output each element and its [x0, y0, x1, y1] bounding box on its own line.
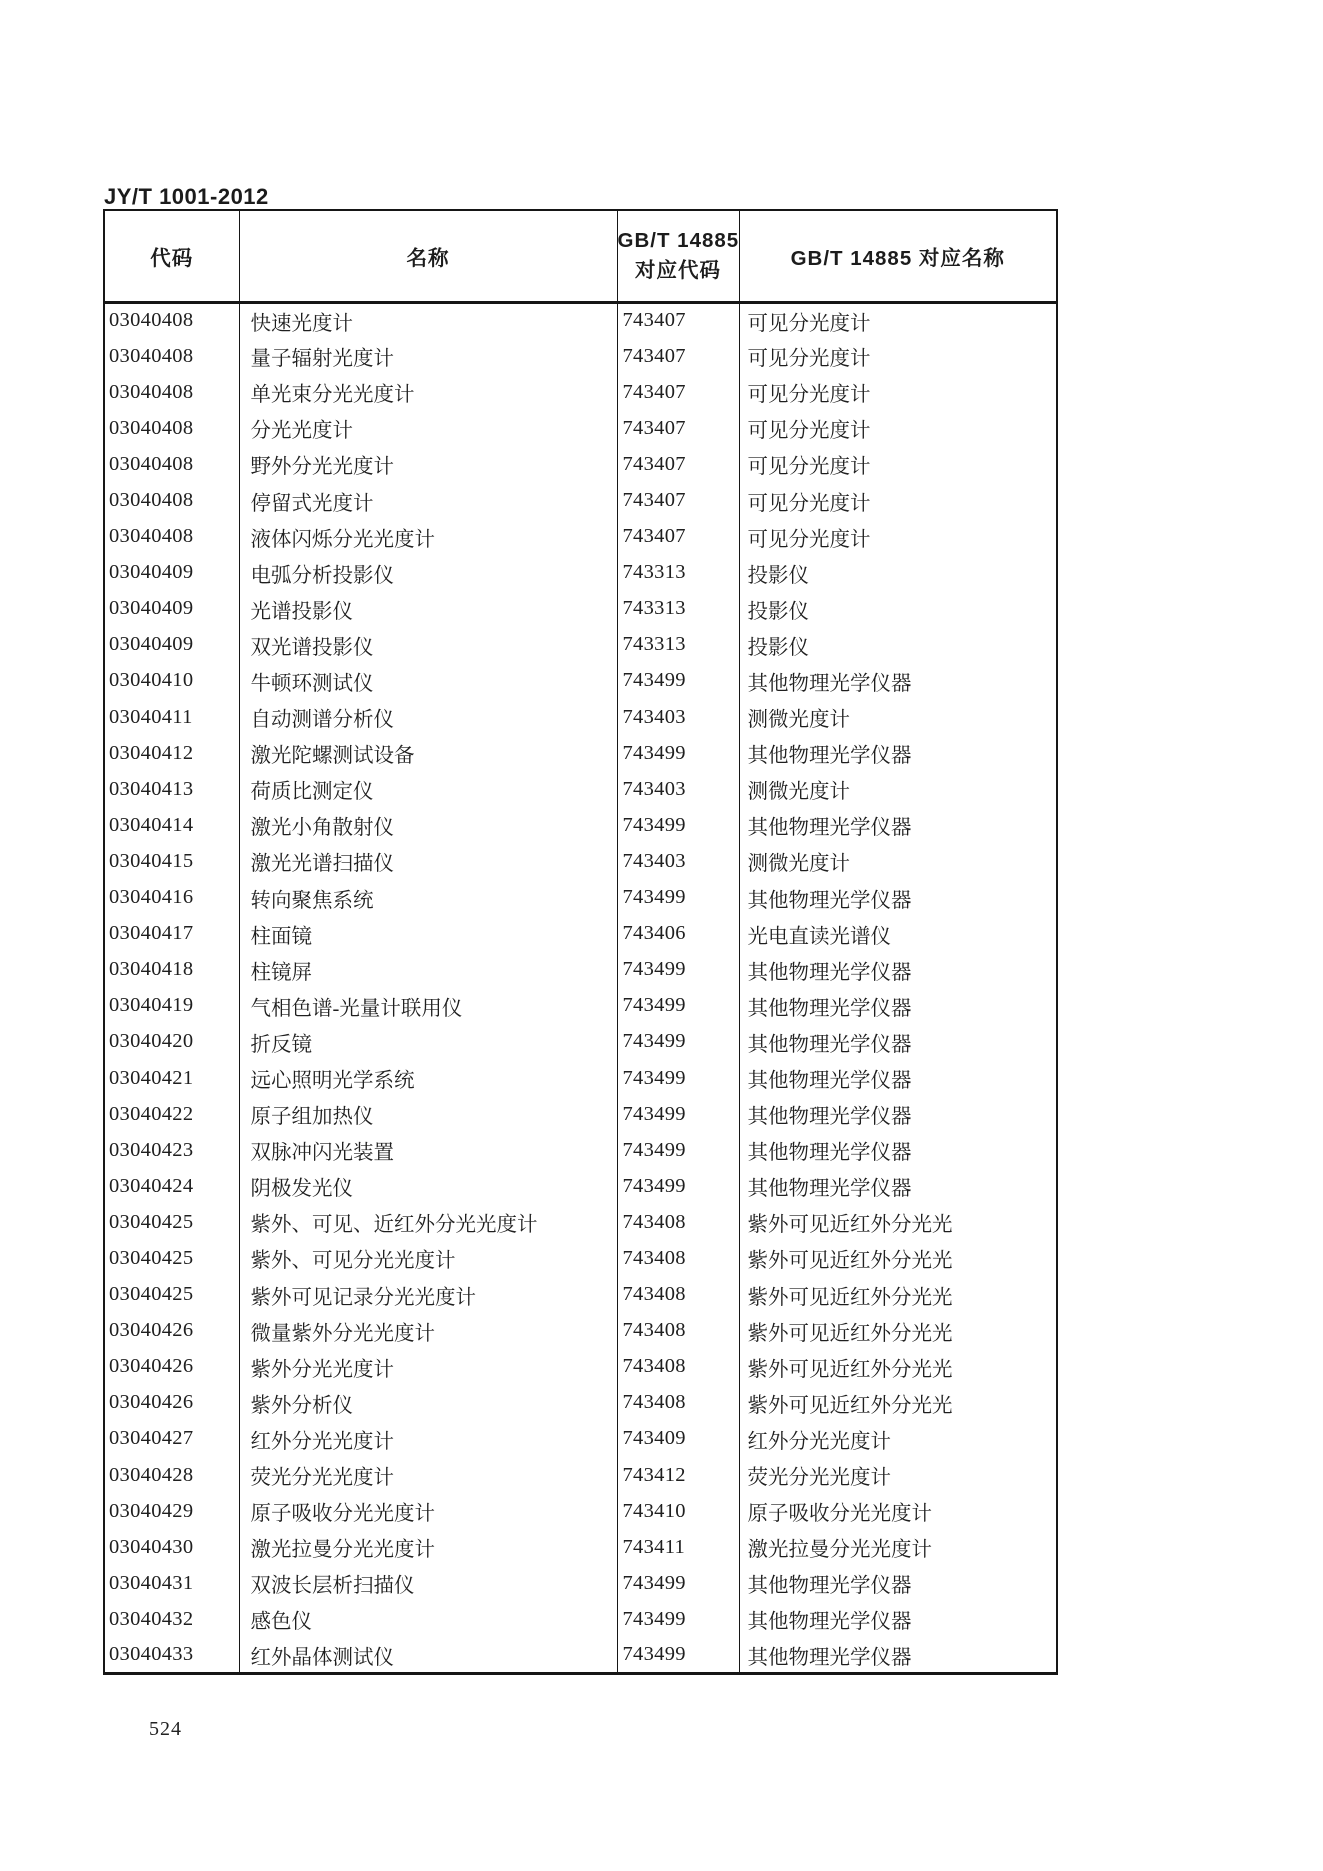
cell-gbt-name: 投影仪 [739, 555, 1057, 591]
cell-gbt-name: 其他物理光学仪器 [739, 1096, 1057, 1132]
cell-name: 液体闪烁分光光度计 [239, 519, 617, 555]
cell-code: 03040408 [109, 309, 194, 332]
cell-name: 紫外分光光度计 [239, 1349, 617, 1385]
cell-gbt-name: 其他物理光学仪器 [739, 1060, 1057, 1096]
cell-gbt-code: 743313 [617, 627, 739, 663]
cell-gbt-code: 743406 [617, 916, 739, 952]
cell-name: 红外分光光度计 [239, 1421, 617, 1457]
cell-gbt-code: 743407 [617, 302, 739, 338]
cell-gbt-code: 743499 [617, 735, 739, 771]
table-row [104, 1565, 1057, 1601]
table-row [104, 1529, 1057, 1565]
cell-code: 03040426 [109, 1391, 194, 1414]
cell-name: 野外分光光度计 [239, 446, 617, 482]
cell-gbt-code: 743408 [617, 1313, 739, 1349]
cell-gbt-name: 荧光分光光度计 [739, 1457, 1057, 1493]
cell-gbt-code: 743408 [617, 1385, 739, 1421]
cell-gbt-code: 743407 [617, 410, 739, 446]
table-row [104, 302, 1057, 338]
cell-gbt-code: 743499 [617, 988, 739, 1024]
table-row [104, 1168, 1057, 1204]
cell-gbt-code: 743499 [617, 952, 739, 988]
cell-code: 03040422 [109, 1102, 194, 1125]
cell-code: 03040408 [109, 380, 194, 403]
cell-gbt-code: 743499 [617, 663, 739, 699]
cell-gbt-name: 其他物理光学仪器 [739, 880, 1057, 916]
table-row [104, 1385, 1057, 1421]
cell-gbt-name: 其他物理光学仪器 [739, 735, 1057, 771]
cell-gbt-name: 紫外可见近红外分光光 [739, 1240, 1057, 1276]
cell-name: 柱镜屏 [239, 952, 617, 988]
cell-gbt-code: 743499 [617, 1637, 739, 1673]
cell-gbt-code: 743408 [617, 1277, 739, 1313]
cell-gbt-code: 743407 [617, 374, 739, 410]
table-row [104, 843, 1057, 879]
cell-gbt-name: 紫外可见近红外分光光 [739, 1385, 1057, 1421]
table-row [104, 1637, 1057, 1673]
cell-name: 紫外分析仪 [239, 1385, 617, 1421]
table-row [104, 374, 1057, 410]
cell-name: 激光光谱扫描仪 [239, 843, 617, 879]
cell-name: 激光小角散射仪 [239, 807, 617, 843]
cell-code: 03040409 [109, 633, 194, 656]
cell-name: 荷质比测定仪 [239, 771, 617, 807]
cell-name: 双波长层析扫描仪 [239, 1565, 617, 1601]
cell-gbt-name: 可见分光度计 [739, 410, 1057, 446]
cell-gbt-code: 743499 [617, 1060, 739, 1096]
cell-gbt-code: 743499 [617, 1024, 739, 1060]
cell-code: 03040419 [109, 994, 194, 1017]
table-row [104, 1277, 1057, 1313]
cell-gbt-code: 743313 [617, 555, 739, 591]
cell-code: 03040408 [109, 452, 194, 475]
cell-code: 03040410 [109, 669, 194, 692]
table-row [104, 988, 1057, 1024]
cell-gbt-name: 红外分光光度计 [739, 1421, 1057, 1457]
column-header-gbt-code [617, 210, 739, 302]
cell-name: 紫外、可见分光光度计 [239, 1240, 617, 1276]
table-row [104, 591, 1057, 627]
cell-gbt-name: 其他物理光学仪器 [739, 1132, 1057, 1168]
cell-name: 量子辐射光度计 [239, 338, 617, 374]
cell-code: 03040416 [109, 886, 194, 909]
cell-gbt-code: 743407 [617, 446, 739, 482]
cell-gbt-code: 743407 [617, 482, 739, 518]
cell-code: 03040423 [109, 1138, 194, 1161]
cell-name: 停留式光度计 [239, 482, 617, 518]
cell-name: 柱面镜 [239, 916, 617, 952]
cell-code: 03040408 [109, 344, 194, 367]
cell-name: 折反镜 [239, 1024, 617, 1060]
cell-code: 03040413 [109, 777, 194, 800]
table-row [104, 1060, 1057, 1096]
column-header-gbt-code-line1: GB/T 14885 [617, 228, 739, 252]
cell-gbt-code: 743407 [617, 519, 739, 555]
cell-gbt-code: 743412 [617, 1457, 739, 1493]
table-row [104, 627, 1057, 663]
cell-code: 03040408 [109, 525, 194, 548]
cell-name: 分光光度计 [239, 410, 617, 446]
cell-gbt-name: 其他物理光学仪器 [739, 1168, 1057, 1204]
cell-gbt-name: 紫外可见近红外分光光 [739, 1204, 1057, 1240]
cell-gbt-name: 紫外可见近红外分光光 [739, 1277, 1057, 1313]
cell-gbt-code: 743499 [617, 1132, 739, 1168]
cell-gbt-name: 测微光度计 [739, 771, 1057, 807]
cell-code: 03040417 [109, 922, 194, 945]
cell-code: 03040425 [109, 1210, 194, 1233]
cell-name: 荧光分光光度计 [239, 1457, 617, 1493]
cell-gbt-name: 可见分光度计 [739, 446, 1057, 482]
table-row [104, 519, 1057, 555]
table-row [104, 735, 1057, 771]
table-body [104, 302, 1057, 1674]
cell-gbt-name: 可见分光度计 [739, 302, 1057, 338]
cell-gbt-name: 其他物理光学仪器 [739, 1637, 1057, 1673]
cell-gbt-name: 其他物理光学仪器 [739, 1024, 1057, 1060]
cell-name: 气相色谱-光量计联用仪 [239, 988, 617, 1024]
cell-code: 03040431 [109, 1571, 194, 1594]
cell-name: 红外晶体测试仪 [239, 1637, 617, 1673]
cell-gbt-name: 投影仪 [739, 591, 1057, 627]
cell-gbt-code: 743411 [617, 1529, 739, 1565]
column-header-name: 名称 [239, 210, 617, 302]
table-row [104, 446, 1057, 482]
cell-code: 03040411 [109, 705, 193, 728]
cell-code: 03040427 [109, 1427, 194, 1450]
cell-code: 03040409 [109, 561, 194, 584]
cell-gbt-code: 743499 [617, 1096, 739, 1132]
cell-gbt-code: 743499 [617, 1565, 739, 1601]
cell-code: 03040408 [109, 489, 194, 512]
cell-gbt-name: 其他物理光学仪器 [739, 807, 1057, 843]
cell-code: 03040433 [109, 1643, 194, 1666]
cell-gbt-code: 743499 [617, 1601, 739, 1637]
cell-name: 紫外、可见、近红外分光光度计 [239, 1204, 617, 1240]
cell-name: 激光拉曼分光光度计 [239, 1529, 617, 1565]
table-row [104, 1493, 1057, 1529]
cell-gbt-name: 其他物理光学仪器 [739, 952, 1057, 988]
cell-gbt-code: 743407 [617, 338, 739, 374]
cell-gbt-code: 743403 [617, 771, 739, 807]
cell-gbt-name: 原子吸收分光光度计 [739, 1493, 1057, 1529]
table-header-row [104, 210, 1057, 302]
table-row [104, 916, 1057, 952]
cell-code: 03040420 [109, 1030, 194, 1053]
cell-gbt-code: 743409 [617, 1421, 739, 1457]
cell-name: 激光陀螺测试设备 [239, 735, 617, 771]
table-row [104, 771, 1057, 807]
cell-code: 03040429 [109, 1499, 194, 1522]
table-row [104, 1421, 1057, 1457]
cell-gbt-name: 可见分光度计 [739, 482, 1057, 518]
table-row [104, 1096, 1057, 1132]
cell-gbt-name: 紫外可见近红外分光光 [739, 1313, 1057, 1349]
cell-gbt-name: 测微光度计 [739, 843, 1057, 879]
classification-table [103, 209, 1058, 1675]
cell-name: 紫外可见记录分光光度计 [239, 1277, 617, 1313]
cell-gbt-name: 其他物理光学仪器 [739, 1601, 1057, 1637]
cell-code: 03040418 [109, 958, 194, 981]
cell-gbt-name: 投影仪 [739, 627, 1057, 663]
table-row [104, 1313, 1057, 1349]
cell-code: 03040409 [109, 597, 194, 620]
cell-gbt-name: 其他物理光学仪器 [739, 988, 1057, 1024]
cell-gbt-name: 光电直读光谱仪 [739, 916, 1057, 952]
cell-name: 牛顿环测试仪 [239, 663, 617, 699]
cell-code: 03040425 [109, 1283, 194, 1306]
cell-gbt-name: 其他物理光学仪器 [739, 1565, 1057, 1601]
cell-name: 转向聚焦系统 [239, 880, 617, 916]
cell-code: 03040408 [109, 416, 194, 439]
column-header-code: 代码 [104, 210, 239, 302]
cell-code: 03040421 [109, 1066, 194, 1089]
cell-code: 03040426 [109, 1319, 194, 1342]
table-row [104, 807, 1057, 843]
cell-gbt-code: 743410 [617, 1493, 739, 1529]
document-standard-number: JY/T 1001-2012 [104, 184, 269, 209]
cell-gbt-name: 紫外可见近红外分光光 [739, 1349, 1057, 1385]
cell-code: 03040412 [109, 741, 194, 764]
column-header-gbt-name: GB/T 14885 对应名称 [739, 210, 1057, 302]
table-row [104, 1024, 1057, 1060]
cell-gbt-name: 测微光度计 [739, 699, 1057, 735]
table-header [104, 210, 1057, 302]
table-row [104, 482, 1057, 518]
cell-gbt-code: 743403 [617, 699, 739, 735]
table-row [104, 1132, 1057, 1168]
cell-gbt-code: 743408 [617, 1204, 739, 1240]
table-row [104, 1240, 1057, 1276]
cell-gbt-code: 743313 [617, 591, 739, 627]
cell-name: 光谱投影仪 [239, 591, 617, 627]
table-row [104, 1204, 1057, 1240]
cell-gbt-name: 可见分光度计 [739, 374, 1057, 410]
cell-name: 感色仪 [239, 1601, 617, 1637]
cell-code: 03040432 [109, 1607, 194, 1630]
cell-name: 原子组加热仪 [239, 1096, 617, 1132]
cell-name: 原子吸收分光光度计 [239, 1493, 617, 1529]
cell-name: 远心照明光学系统 [239, 1060, 617, 1096]
cell-gbt-code: 743403 [617, 843, 739, 879]
cell-code: 03040430 [109, 1535, 194, 1558]
cell-name: 自动测谱分析仪 [239, 699, 617, 735]
cell-name: 快速光度计 [239, 302, 617, 338]
table-row [104, 1349, 1057, 1385]
cell-name: 双光谱投影仪 [239, 627, 617, 663]
cell-gbt-code: 743408 [617, 1349, 739, 1385]
table-row [104, 699, 1057, 735]
cell-gbt-code: 743408 [617, 1240, 739, 1276]
table-row [104, 880, 1057, 916]
cell-gbt-name: 激光拉曼分光光度计 [739, 1529, 1057, 1565]
cell-name: 双脉冲闪光装置 [239, 1132, 617, 1168]
cell-code: 03040428 [109, 1463, 194, 1486]
table-row [104, 1601, 1057, 1637]
cell-gbt-name: 其他物理光学仪器 [739, 663, 1057, 699]
cell-gbt-name: 可见分光度计 [739, 519, 1057, 555]
cell-code: 03040424 [109, 1174, 194, 1197]
cell-gbt-name: 可见分光度计 [739, 338, 1057, 374]
table-row [104, 1457, 1057, 1493]
cell-name: 单光束分光光度计 [239, 374, 617, 410]
table-row [104, 410, 1057, 446]
cell-gbt-code: 743499 [617, 807, 739, 843]
cell-gbt-code: 743499 [617, 880, 739, 916]
page-number: 524 [149, 1718, 182, 1740]
table-row [104, 663, 1057, 699]
column-header-gbt-code-line2: 对应代码 [635, 258, 721, 282]
table-row [104, 555, 1057, 591]
cell-code: 03040425 [109, 1246, 194, 1269]
cell-code: 03040414 [109, 813, 194, 836]
cell-code: 03040415 [109, 849, 194, 872]
cell-gbt-code: 743499 [617, 1168, 739, 1204]
cell-name: 微量紫外分光光度计 [239, 1313, 617, 1349]
cell-code: 03040426 [109, 1355, 194, 1378]
cell-name: 电弧分析投影仪 [239, 555, 617, 591]
cell-name: 阴极发光仪 [239, 1168, 617, 1204]
table-row [104, 952, 1057, 988]
table-row [104, 338, 1057, 374]
